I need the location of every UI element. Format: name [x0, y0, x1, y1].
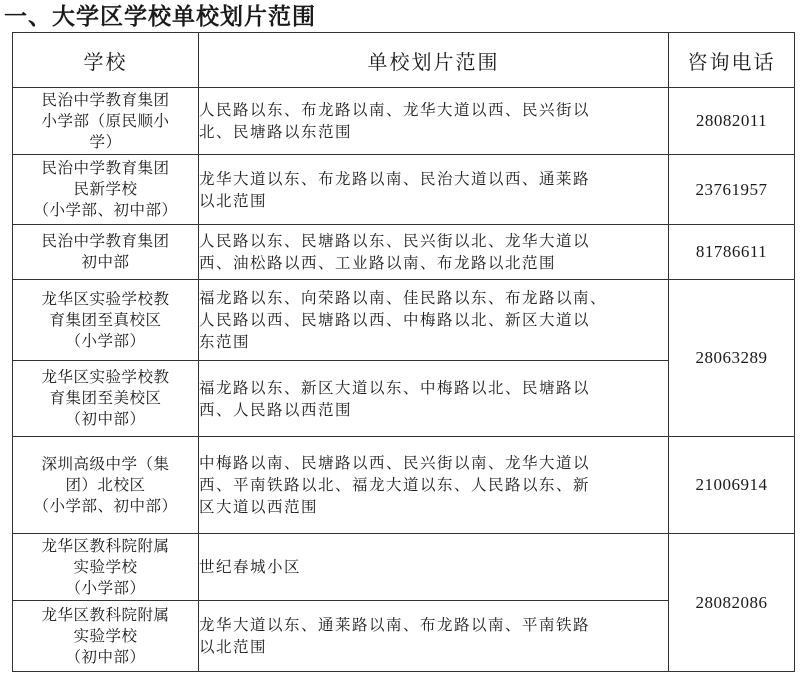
table-row [13, 155, 795, 225]
school-cell: 龙华区实验学校教 育集团至真校区 （小学部） [13, 280, 199, 361]
range-cell: 福龙路以东、新区大道以东、中梅路以北、民塘路以 西、人民路以西范围 [199, 361, 669, 437]
table-row [13, 280, 795, 361]
range-cell: 龙华大道以东、通莱路以南、布龙路以南、平南铁路 以北范围 [199, 601, 669, 672]
school-cell: 深圳高级中学（集 团）北校区 （小学部、初中部） [13, 437, 199, 534]
table-row [13, 534, 795, 601]
school-cell: 民治中学教育集团 民新学校 （小学部、初中部） [13, 155, 199, 225]
phone-cell: 28082011 [669, 88, 795, 155]
table-row [13, 225, 795, 280]
zoning-table [12, 32, 795, 672]
range-cell: 龙华大道以东、布龙路以南、民治大道以西、通莱路 以北范围 [199, 155, 669, 225]
school-cell: 民治中学教育集团 小学部（原民顺小 学） [13, 88, 199, 155]
school-cell: 龙华区教科院附属 实验学校 （小学部） [13, 534, 199, 601]
school-cell: 龙华区实验学校教 育集团至美校区 （初中部） [13, 361, 199, 437]
range-cell: 福龙路以东、向荣路以南、佳民路以东、布龙路以南、 人民路以西、民塘路以西、中梅路以北、新区大道以 东范围 [199, 280, 669, 361]
table-header-row [13, 33, 795, 88]
table-row [13, 437, 795, 534]
table-row [13, 88, 795, 155]
phone-cell: 28063289 [669, 280, 795, 437]
range-cell: 世纪春城小区 [199, 534, 669, 601]
school-cell: 龙华区教科院附属 实验学校 （初中部） [13, 601, 199, 672]
header-phone: 咨询电话 [669, 33, 795, 88]
range-cell: 中梅路以南、民塘路以西、民兴街以南、龙华大道以 西、平南铁路以北、福龙大道以东、人民路以东、新 区大道以西范围 [199, 437, 669, 534]
phone-cell: 28082086 [669, 534, 795, 672]
header-range: 单校划片范围 [199, 33, 669, 88]
range-cell: 人民路以东、民塘路以东、民兴街以北、龙华大道以 西、油松路以西、工业路以南、布龙路以北范围 [199, 225, 669, 280]
section-heading: 一、大学区学校单校划片范围 [4, 4, 316, 30]
school-cell: 民治中学教育集团 初中部 [13, 225, 199, 280]
header-school: 学校 [13, 33, 199, 88]
phone-cell: 21006914 [669, 437, 795, 534]
phone-cell: 23761957 [669, 155, 795, 225]
phone-cell: 81786611 [669, 225, 795, 280]
range-cell: 人民路以东、布龙路以南、龙华大道以西、民兴街以 北、民塘路以东范围 [199, 88, 669, 155]
